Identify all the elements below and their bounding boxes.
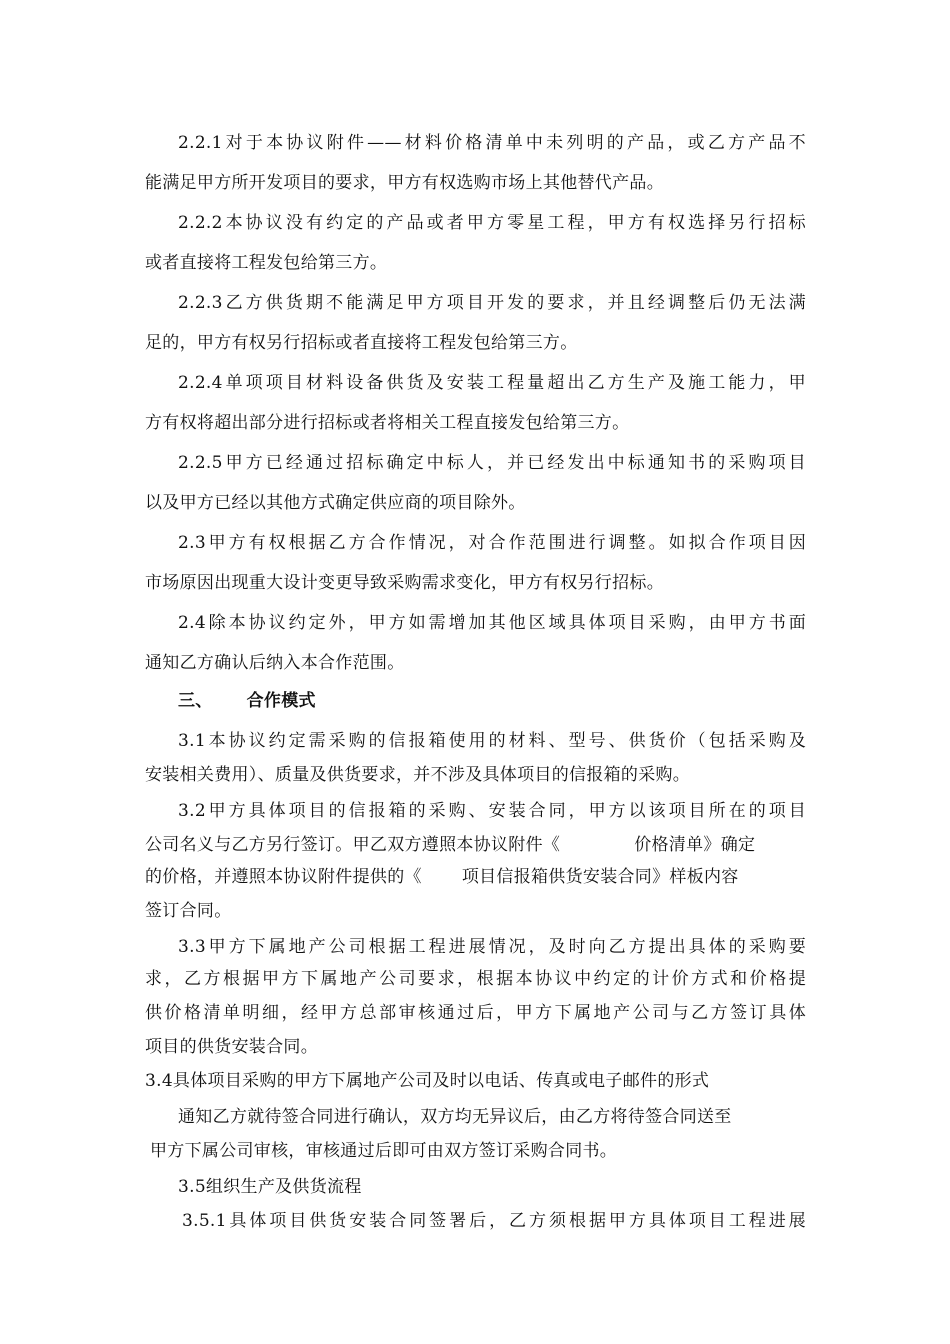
section-3-title: 合作模式 bbox=[246, 691, 316, 711]
paragraph-2-2-1-line-1: 2.2.1对于本协议附件——材料价格清单中未列明的产品，或乙方产品不 bbox=[178, 133, 806, 153]
paragraph-2-2-5-line-2: 以及甲方已经以其他方式确定供应商的项目除外。 bbox=[145, 493, 526, 513]
paragraph-3-2-line-3 bbox=[145, 865, 739, 889]
paragraph-3-1-line-2: 安装相关费用）、质量及供货要求，并不涉及具体项目的信报箱的采购。 bbox=[145, 765, 691, 785]
paragraph-3-4-line-3: 甲方下属公司审核，审核通过后即可由双方签订采购合同书。 bbox=[150, 1141, 618, 1161]
paragraph-2-2-2-line-1: 2.2.2本协议没有约定的产品或者甲方零星工程，甲方有权选择另行招标 bbox=[178, 213, 806, 233]
paragraph-3-3-line-2: 求，乙方根据甲方下属地产公司要求，根据本协议中约定的计价方式和价格提 bbox=[145, 969, 806, 989]
paragraph-3-2-line-4: 签订合同。 bbox=[145, 901, 232, 921]
paragraph-3-2-line-2-part-2: 价格清单》确定 bbox=[634, 835, 756, 855]
paragraph-3-1-line-1: 3.1本协议约定需采购的信报箱使用的材料、型号、供货价（包括采购及 bbox=[178, 731, 806, 751]
paragraph-2-3-line-1: 2.3甲方有权根据乙方合作情况，对合作范围进行调整。如拟合作项目因 bbox=[178, 533, 806, 553]
paragraph-2-2-5-line-1: 2.2.5甲方已经通过招标确定中标人，并已经发出中标通知书的采购项目 bbox=[178, 453, 806, 473]
paragraph-3-2-line-1: 3.2甲方具体项目的信报箱的采购、安装合同，甲方以该项目所在的项目 bbox=[178, 801, 806, 821]
paragraph-3-2-line-3-part-2: 项目信报箱供货安装合同》样板内容 bbox=[461, 867, 739, 887]
paragraph-2-4-line-1: 2.4除本协议约定外，甲方如需增加其他区域具体项目采购，由甲方书面 bbox=[178, 613, 806, 633]
paragraph-2-2-4-line-1: 2.2.4单项项目材料设备供货及安装工程量超出乙方生产及施工能力，甲 bbox=[178, 373, 806, 393]
section-3-number: 三、 bbox=[178, 691, 213, 711]
paragraph-3-5-line-1: 3.5组织生产及供货流程 bbox=[178, 1177, 362, 1197]
paragraph-3-3-line-3: 供价格清单明细，经甲方总部审核通过后，甲方下属地产公司与乙方签订具体 bbox=[145, 1003, 806, 1023]
paragraph-2-2-2-line-2: 或者直接将工程发包给第三方。 bbox=[145, 253, 388, 273]
paragraph-2-3-line-2: 市场原因出现重大设计变更导致采购需求变化，甲方有权另行招标。 bbox=[145, 573, 664, 593]
paragraph-2-2-3-line-1: 2.2.3乙方供货期不能满足甲方项目开发的要求，并且经调整后仍无法满 bbox=[178, 293, 806, 313]
paragraph-3-2-line-3-part-1: 的价格，并遵照本协议附件提供的《 bbox=[145, 867, 422, 887]
paragraph-3-2-line-2 bbox=[145, 833, 755, 857]
paragraph-2-4-line-2: 通知乙方确认后纳入本合作范围。 bbox=[145, 653, 405, 673]
section-3-heading bbox=[178, 689, 316, 713]
paragraph-3-4-line-2: 通知乙方就待签合同进行确认，双方均无异议后，由乙方将待签合同送至 bbox=[178, 1107, 732, 1127]
paragraph-2-2-1-line-2: 能满足甲方所开发项目的要求，甲方有权选购市场上其他替代产品。 bbox=[145, 173, 664, 193]
paragraph-3-2-line-2-part-1: 公司名义与乙方另行签订。甲乙双方遵照本协议附件《 bbox=[145, 835, 561, 855]
paragraph-2-2-4-line-2: 方有权将超出部分进行招标或者将相关工程直接发包给第三方。 bbox=[145, 413, 630, 433]
paragraph-3-5-1-line-1: 3.5.1具体项目供货安装合同签署后，乙方须根据甲方具体项目工程进展 bbox=[182, 1211, 806, 1231]
paragraph-3-3-line-4: 项目的供货安装合同。 bbox=[145, 1037, 318, 1057]
paragraph-3-4-line-1: 3.4具体项目采购的甲方下属地产公司及时以电话、传真或电子邮件的形式 bbox=[145, 1071, 710, 1091]
paragraph-2-2-3-line-2: 足的，甲方有权另行招标或者直接将工程发包给第三方。 bbox=[145, 333, 578, 353]
paragraph-3-3-line-1: 3.3甲方下属地产公司根据工程进展情况，及时向乙方提出具体的采购要 bbox=[178, 937, 806, 957]
